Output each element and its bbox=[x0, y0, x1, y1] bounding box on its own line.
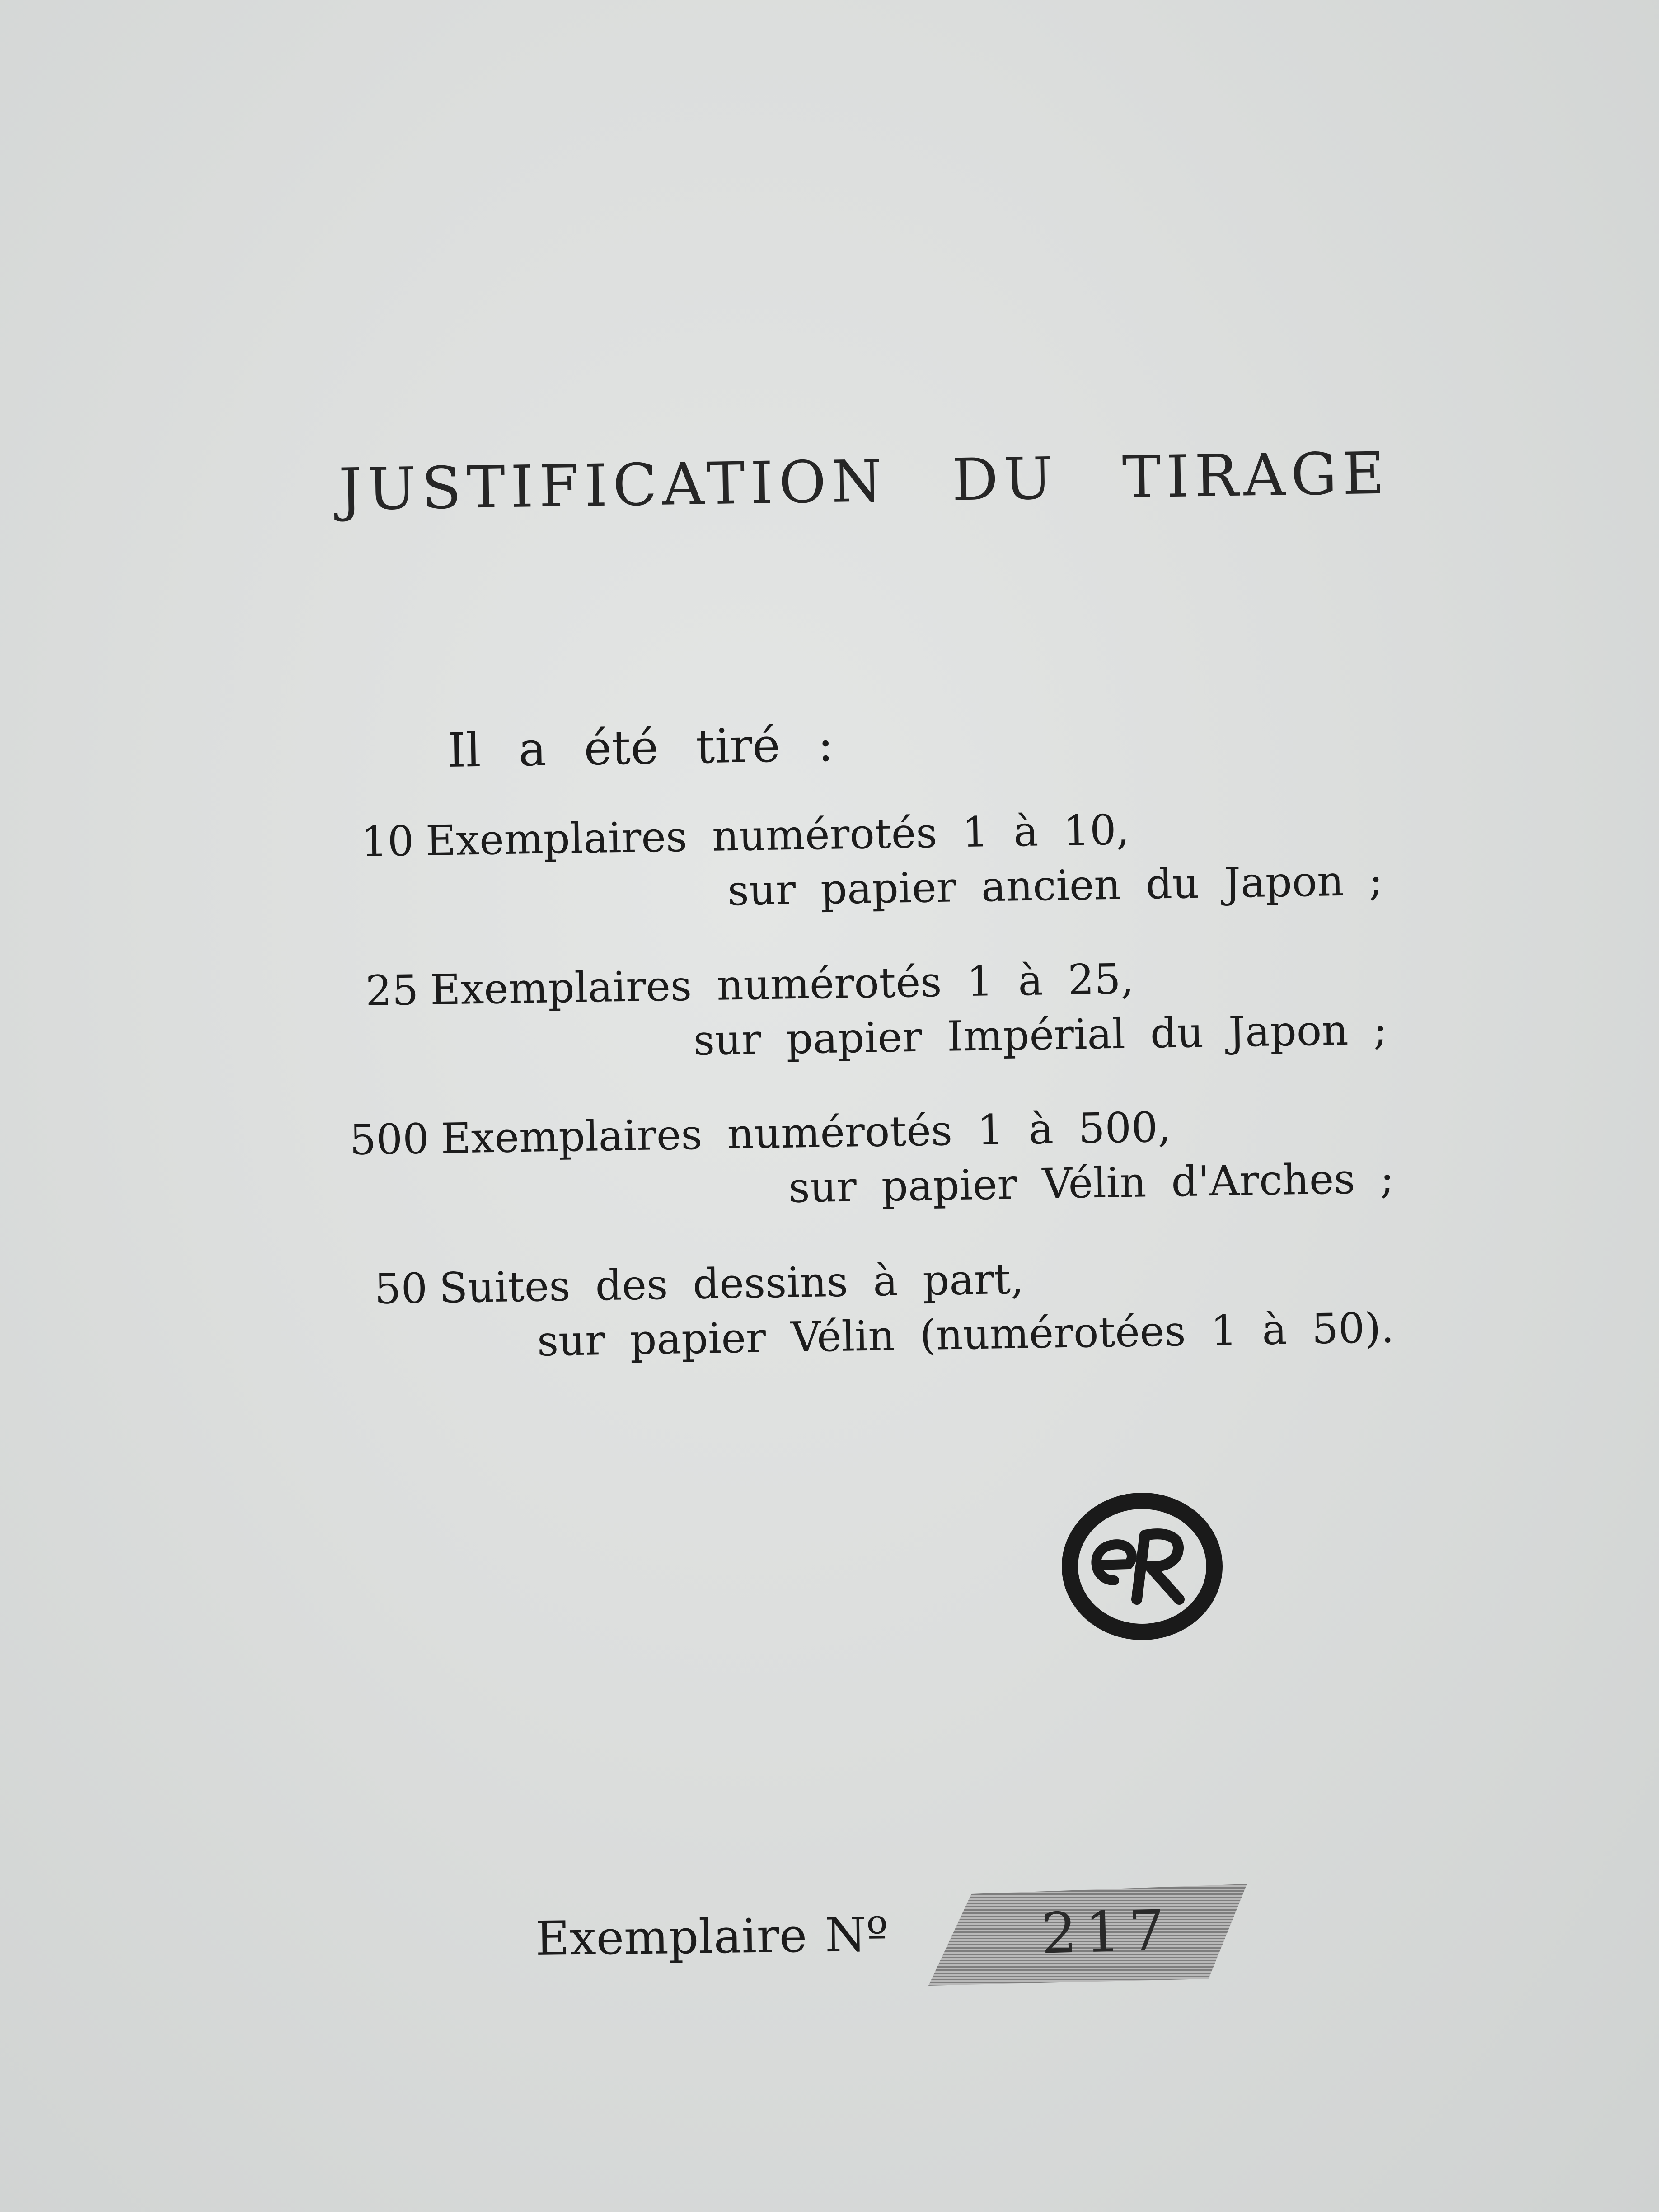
edition-description: Exemplaires numérotés 1 à 500, bbox=[440, 1103, 1172, 1163]
edition-count: 10 bbox=[361, 817, 414, 867]
edition-entry bbox=[374, 1249, 1394, 1368]
intro-text: Il a été tiré : bbox=[447, 717, 834, 778]
edition-description: Exemplaires numérotés 1 à 25, bbox=[430, 955, 1134, 1014]
publisher-monogram-icon bbox=[1061, 1492, 1223, 1641]
edition-count: 500 bbox=[349, 1115, 430, 1165]
edition-description: Suites des dessins à part, bbox=[439, 1255, 1025, 1312]
copy-label: Exemplaire bbox=[535, 1907, 807, 1966]
edition-paper: sur papier Vélin (numérotées 1 à 50). bbox=[537, 1303, 1395, 1366]
copy-number-label bbox=[535, 1907, 888, 1966]
edition-description: Exemplaires numérotés 1 à 10, bbox=[425, 806, 1130, 865]
edition-entry bbox=[349, 1100, 1394, 1219]
edition-count: 50 bbox=[374, 1264, 428, 1314]
edition-paper: sur papier Vélin d'Arches ; bbox=[788, 1154, 1395, 1212]
edition-entry bbox=[361, 802, 1383, 921]
edition-count: 25 bbox=[365, 966, 419, 1016]
copy-number: 217 bbox=[1040, 1898, 1174, 1967]
number-sign: Nº bbox=[825, 1907, 889, 1963]
edition-paper: sur papier Impérial du Japon ; bbox=[693, 1005, 1388, 1065]
edition-entry bbox=[365, 951, 1387, 1070]
page-title: JUSTIFICATION DU TIRAGE bbox=[338, 440, 1391, 524]
edition-paper: sur papier ancien du Japon ; bbox=[727, 856, 1383, 915]
